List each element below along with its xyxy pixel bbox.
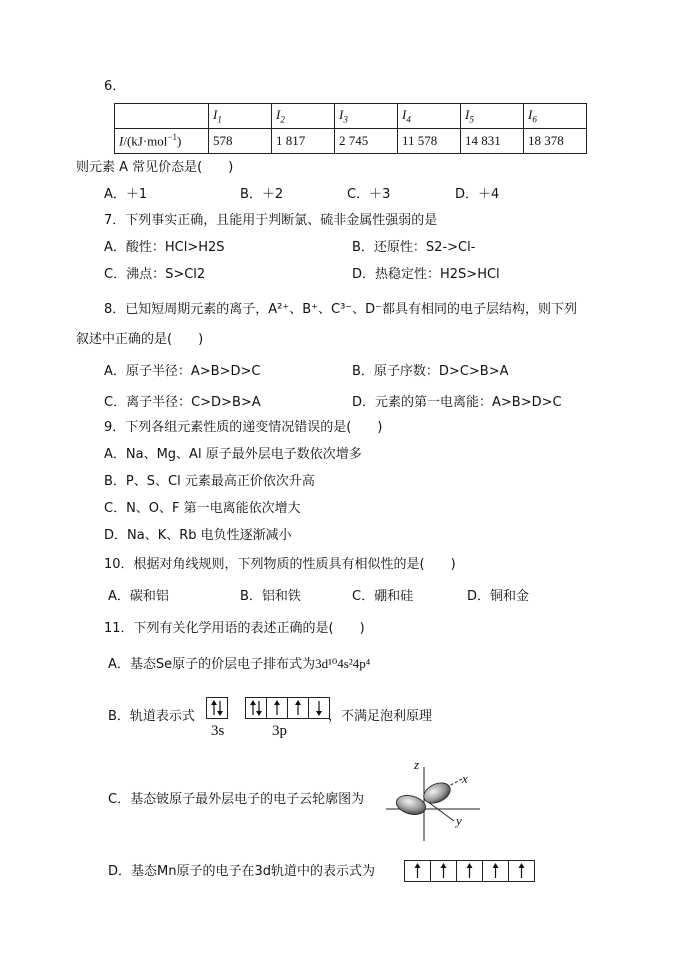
orbital-cell bbox=[482, 861, 508, 881]
table-header-i6: $I_6$ bbox=[524, 104, 587, 129]
q8-stem-line1: 8．已知短周期元素的离子，A²⁺、B⁺、C³⁻、D⁻都具有相同的电子层结构，则下列 bbox=[104, 302, 578, 317]
q10-option-a: A．碳和铝 bbox=[108, 589, 169, 604]
orbital-cell bbox=[308, 698, 329, 718]
q9-option-d: D．Na、K、Rb 电负性逐渐减小 bbox=[104, 528, 292, 543]
q11-stem: 11．下列有关化学用语的表述正确的是( ) bbox=[104, 621, 365, 636]
table-row-label: I/(kJ·mol$^{-1}$) bbox=[115, 129, 209, 154]
q7-option-b: B．还原性：S2->Cl- bbox=[352, 240, 476, 255]
orbital-cell bbox=[207, 698, 227, 718]
q7-stem: 7．下列事实正确，且能用于判断氯、硫非金属性强弱的是 bbox=[104, 213, 438, 228]
table-header-i3: $I_3$ bbox=[335, 104, 398, 129]
up-arrow-icon bbox=[288, 698, 308, 718]
q9-option-b: B．P、S、Cl 元素最高正价依次升高 bbox=[104, 474, 315, 489]
q8-option-a: A．原子半径：A>B>D>C bbox=[104, 364, 261, 379]
orbital-cell bbox=[508, 861, 534, 881]
table-header-row bbox=[115, 104, 587, 129]
table-header-i4: $I_4$ bbox=[398, 104, 461, 129]
q6-option-b: B．＋2 bbox=[240, 187, 284, 202]
up-arrow-icon bbox=[267, 698, 287, 718]
q6-option-a: A．＋1 bbox=[104, 187, 148, 202]
q7-option-d: D．热稳定性：H2S>HCl bbox=[352, 267, 500, 282]
table-cell: 2 745 bbox=[335, 129, 398, 154]
orbital-label-3s: 3s bbox=[211, 723, 225, 739]
orbital-cell bbox=[430, 861, 456, 881]
q11-option-a-text: A．基态Se原子的价层电子排布式为 bbox=[108, 657, 316, 672]
up-arrow-icon bbox=[431, 861, 456, 881]
orbital-cell bbox=[405, 861, 430, 881]
table-header-i5: $I_5$ bbox=[461, 104, 524, 129]
q9-option-c: C．N、O、F 第一电离能依次增大 bbox=[104, 501, 301, 516]
table-header-i1: $I_1$ bbox=[209, 104, 272, 129]
q8-option-d: D．元素的第一电离能：A>B>D>C bbox=[352, 395, 562, 410]
table-header-i2: $I_2$ bbox=[272, 104, 335, 129]
q7-option-c: C．沸点：S>Cl2 bbox=[104, 267, 206, 282]
q7-option-a: A．酸性：HCl>H2S bbox=[104, 240, 225, 255]
up-down-arrow-icon bbox=[246, 698, 266, 718]
q11-option-b-text: B．轨道表示式 bbox=[108, 709, 195, 724]
up-arrow-icon bbox=[405, 861, 430, 881]
up-arrow-icon bbox=[457, 861, 482, 881]
q11-option-b-tail: ，不满足泡利原理 bbox=[328, 709, 433, 724]
orbital-box-3p bbox=[245, 697, 330, 719]
orbital-cell bbox=[456, 861, 482, 881]
q6-option-d: D．＋4 bbox=[455, 187, 500, 202]
table-row bbox=[115, 129, 587, 154]
orbital-label-3p: 3p bbox=[272, 723, 287, 739]
q6-option-c: C．＋3 bbox=[347, 187, 391, 202]
table-cell: 1 817 bbox=[272, 129, 335, 154]
table-cell: 14 831 bbox=[461, 129, 524, 154]
table-cell: 578 bbox=[209, 129, 272, 154]
axis-label-y: y bbox=[456, 813, 462, 828]
q8-option-c: C．离子半径：C>D>B>A bbox=[104, 395, 261, 410]
axis-label-z: z bbox=[414, 757, 420, 772]
table-corner-cell bbox=[115, 104, 209, 129]
q6-number: 6． bbox=[104, 79, 126, 94]
orbital-cell bbox=[246, 698, 266, 718]
q8-option-b: B．原子序数：D>C>B>A bbox=[352, 364, 509, 379]
orbital-box-3d bbox=[404, 860, 535, 882]
q11-option-c-text: C．基态铍原子最外层电子的电子云轮廓图为 bbox=[108, 792, 365, 807]
up-arrow-icon bbox=[509, 861, 534, 881]
up-arrow-icon bbox=[483, 861, 508, 881]
axis-label-x: x bbox=[462, 771, 468, 786]
q10-stem: 10．根据对角线规则，下列物质的性质具有相似性的是( ) bbox=[104, 557, 456, 572]
q9-stem: 9．下列各组元素性质的递变情况错误的是( ) bbox=[104, 420, 383, 435]
orbital-box-3s bbox=[206, 697, 228, 719]
q11-option-a bbox=[108, 655, 370, 674]
q8-stem-line2: 叙述中正确的是( ) bbox=[76, 332, 204, 347]
q10-option-b: B．铝和铁 bbox=[240, 589, 301, 604]
q11-option-a-config: 3d¹⁰4s²4p⁴ bbox=[315, 656, 371, 671]
table-cell: 18 378 bbox=[524, 129, 587, 154]
q10-option-d: D．铜和金 bbox=[467, 589, 530, 604]
q9-option-a: A．Na、Mg、Al 原子最外层电子数依次增多 bbox=[104, 447, 362, 462]
ionization-energy-table bbox=[114, 103, 587, 154]
q6-stem: 则元素 A 常见价态是( ) bbox=[76, 160, 234, 175]
q11-option-d-text: D．基态Mn原子的电子在3d轨道中的表示式为 bbox=[108, 864, 375, 879]
down-arrow-icon bbox=[309, 698, 329, 718]
up-down-arrow-icon bbox=[207, 698, 227, 718]
orbital-cell bbox=[287, 698, 308, 718]
p-orbital-diagram bbox=[384, 757, 484, 845]
q10-option-c: C．硼和硅 bbox=[352, 589, 414, 604]
orbital-cell bbox=[266, 698, 287, 718]
table-cell: 11 578 bbox=[398, 129, 461, 154]
